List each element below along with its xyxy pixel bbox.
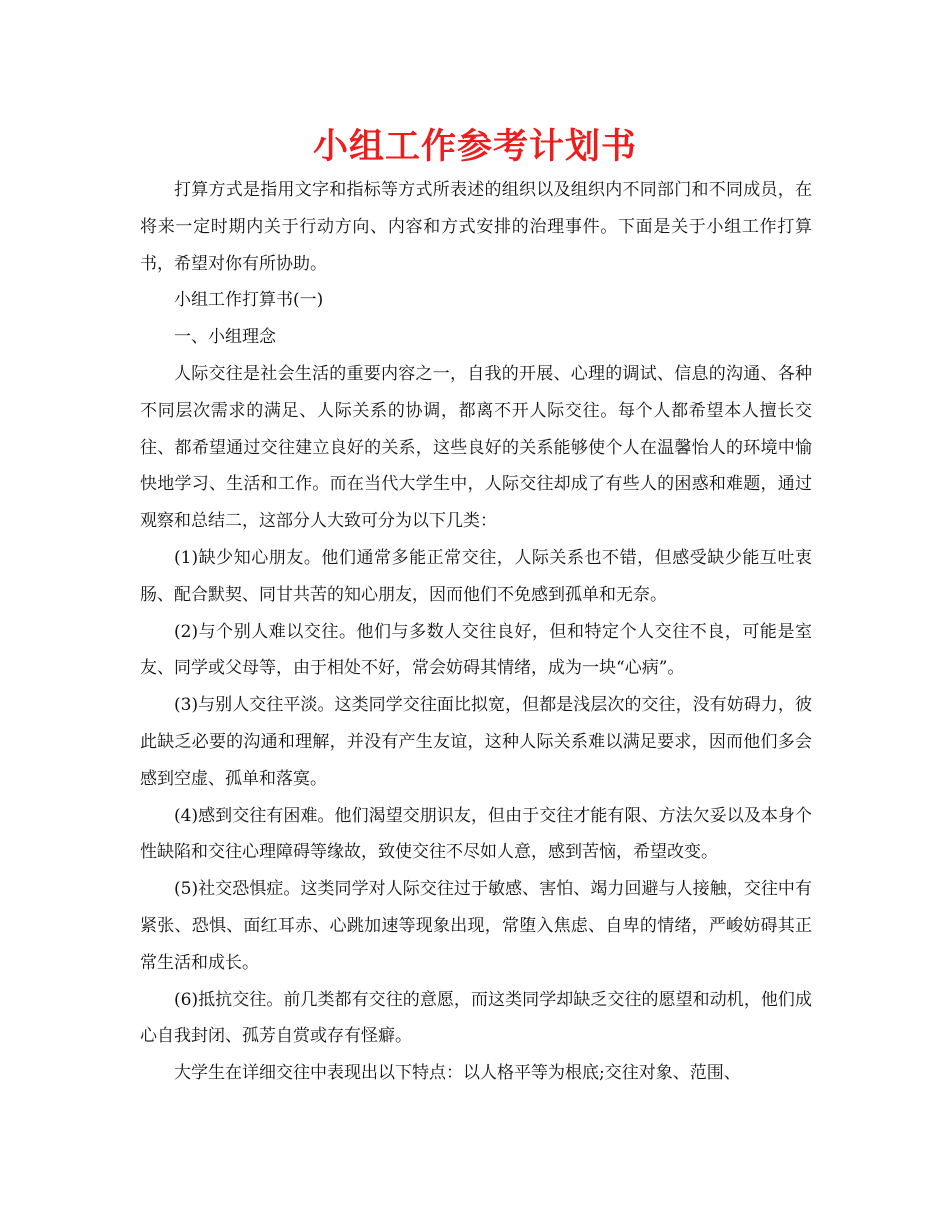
list-item-1: (1)缺少知心朋友。他们通常多能正常交往，人际关系也不错，但感受缺少能互吐衷肠、配合默契、同甘共苦的知心朋友，因而他们不免感到孤单和无奈。 (140, 547, 812, 605)
intro-paragraph: 打算方式是指用文字和指标等方式所表述的组织以及组织内不同部门和不同成员，在将来一定时期内关于行动方向、内容和方式安排的治理事件。下面是关于小组工作打算书，希望对你有所协助。 (140, 180, 812, 274)
plan-heading: 小组工作打算书(一) (174, 290, 324, 311)
document-body (140, 172, 812, 1092)
list-item-6: (6)抵抗交往。前几类都有交往的意愿，而这类同学却缺乏交往的愿望和动机，他们成心自我封闭、孤芳自赏或存有怪癖。 (140, 989, 812, 1047)
document-title: 小组工作参考计划书 (312, 126, 637, 167)
body-paragraph-continued: 大学生在详细交往中表现出以下特点：以人格平等为根底;交往对象、范围、 (174, 1063, 741, 1084)
list-item-5: (5)社交恐惧症。这类同学对人际交往过于敏感、害怕、竭力回避与人接触，交往中有紧张、恐惧、面红耳赤、心跳加速等现象出现，常堕入焦虑、自卑的情绪，严峻妨碍其正常生活和成长。 (140, 879, 812, 973)
body-paragraph: 人际交往是社会生活的重要内容之一，自我的开展、心理的调试、信息的沟通、各种不同层次需求的满足、人际关系的协调，都离不开人际交往。每个人都希望本人擅长交往、都希望通过交往建立良好的关系，这些良好的关系能够使个人在温馨怡人的环境中愉快地学习、生活和工作。而在当代大学生中，人际交往却成了有些人的困惑和难题，通过观察和总结二，这部分人大致可分为以下几类： (140, 363, 812, 532)
list-item-3: (3)与别人交往平淡。这类同学交往面比拟宽，但都是浅层次的交往，没有妨碍力，彼此缺乏必要的沟通和理解，并没有产生友谊，这种人际关系难以满足要求，因而他们多会感到空虚、孤单和落寞。 (140, 695, 812, 789)
list-item-2: (2)与个别人难以交往。他们与多数人交往良好，但和特定个人交往不良，可能是室友、同学或父母等，由于相处不好，常会妨碍其情绪，成为一块“心病”。 (140, 621, 812, 679)
list-item-4: (4)感到交往有困难。他们渴望交朋识友，但由于交往才能有限、方法欠妥以及本身个性缺陷和交往心理障碍等缘故，致使交往不尽如人意，感到苦恼，希望改变。 (140, 805, 812, 863)
section-heading: 一、小组理念 (174, 327, 276, 348)
